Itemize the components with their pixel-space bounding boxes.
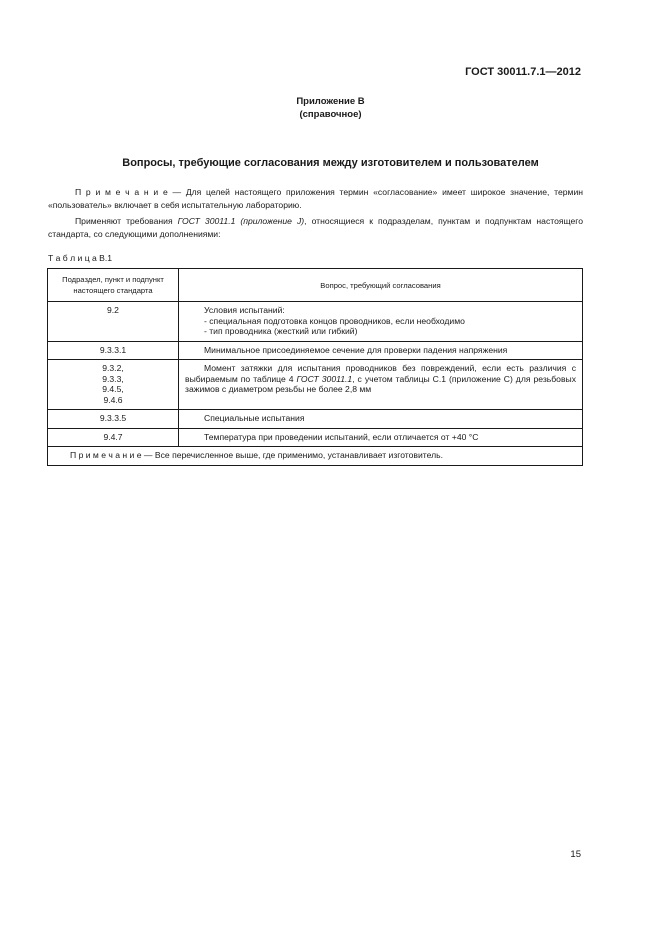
question-cell: [179, 341, 583, 360]
header-clause-line2: настоящего стандарта: [73, 286, 153, 295]
question-line: Специальные испытания: [204, 413, 305, 423]
clause-number: 9.3.3,: [102, 373, 124, 384]
clause-cell: [48, 302, 179, 342]
note-text: — Для целей настоящего приложения термин «согласование» имеет широкое значение, термин «пользователь» включает в себя испытательную лабораторию.: [48, 187, 583, 210]
table-note-label: П р и м е ч а н и е: [70, 450, 142, 460]
header-clause-line1: Подраздел, пункт и подпункт: [62, 275, 164, 284]
appendix-title: Приложение В: [296, 96, 365, 107]
clause-number: 9.3.2,: [102, 363, 124, 373]
section-heading: Вопросы, требующие согласования между изготовителем и пользователем: [122, 157, 539, 169]
note-paragraph: [48, 186, 583, 212]
header-clause: [48, 269, 179, 302]
question-cell: [179, 428, 583, 447]
table-row: [48, 428, 583, 447]
clause-cell: [48, 428, 179, 447]
table-row: [48, 360, 583, 410]
table-note-text: — Все перечисленное выше, где применимо, устанавливает изготовитель.: [141, 450, 444, 460]
para-reference: ГОСТ 30011.1 (приложение J): [177, 216, 305, 226]
question-line: Условия испытаний:: [204, 305, 285, 315]
clause-number: 9.4.6: [103, 394, 123, 405]
table-header-row: [48, 269, 583, 302]
clause-cell: [48, 410, 179, 429]
page-number: 15: [570, 849, 581, 860]
question-line: Температура при проведении испытаний, если отличается от +40 °С: [204, 431, 479, 442]
table-row: [48, 410, 583, 429]
document-header: ГОСТ 30011.7.1—2012: [465, 66, 581, 78]
question-line: Минимальное присоединяемое сечение для проверки падения напряжения: [204, 344, 508, 355]
clause-cell: [48, 360, 179, 410]
agreement-table: [47, 268, 583, 466]
clause-number: 9.3.3.5: [99, 413, 127, 423]
requirements-paragraph: [48, 215, 583, 241]
question-reference: ГОСТ 30011.1: [296, 373, 353, 384]
clause-number: 9.4.7: [103, 431, 123, 442]
header-question: Вопрос, требующий согласования: [179, 269, 583, 302]
appendix-subtitle: (справочное): [299, 109, 362, 120]
clause-cell: [48, 341, 179, 360]
question-text: , с учетом таблицы С.1 (приложение С) для резьбовых зажимов с диаметром резьбы не более 2,8 мм: [185, 373, 577, 394]
table-note: [48, 447, 583, 466]
table-caption: Т а б л и ц а В.1: [48, 253, 113, 263]
table-row: [48, 302, 583, 342]
note-label: П р и м е ч а н и е: [75, 187, 168, 197]
table-row: [48, 341, 583, 360]
para-text-after: , относящиеся к подразделам, пунктам и подпунктам настоящего стандарта, со следующими дополнениями:: [48, 216, 584, 239]
question-line: - специальная подготовка концов проводников, если необходимо: [204, 315, 465, 326]
question-cell: [179, 410, 583, 429]
question-cell: [179, 360, 583, 410]
question-cell: [179, 302, 583, 342]
table-note-row: [48, 447, 583, 466]
question-text: Момент затяжки для испытания проводников без повреждений, если есть различия с выбираемым по таблице 4: [185, 363, 576, 384]
clause-number: 9.2: [107, 305, 119, 315]
question-line: - тип проводника (жесткий или гибкий): [204, 326, 358, 336]
para-text-before: Применяют требования: [75, 216, 178, 226]
clause-number: 9.3.3.1: [99, 344, 127, 355]
clause-number: 9.4.5,: [102, 384, 124, 394]
